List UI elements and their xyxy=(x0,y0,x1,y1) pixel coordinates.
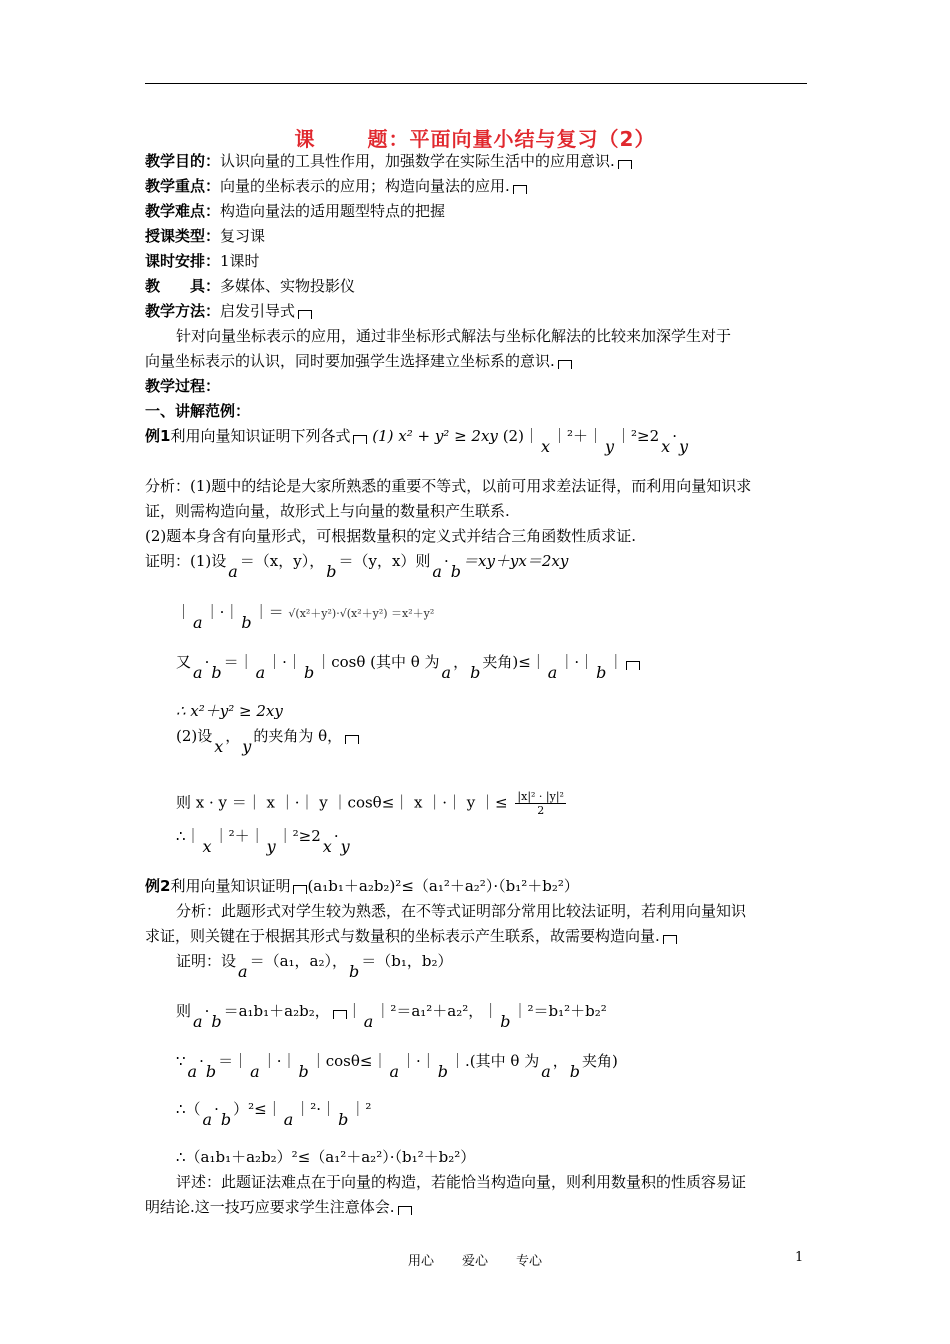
proof-1-cos: 又a·b＝｜a｜·｜b｜cosθ (其中 θ 为a，b夹角)≤｜a｜·｜b｜ xyxy=(176,653,640,671)
meta-tools xyxy=(145,277,355,295)
vector-b: b xyxy=(326,562,337,581)
vector-a: a xyxy=(363,1012,374,1031)
meta-text: 复习课 xyxy=(220,227,266,245)
analysis-1-line-3: (2)题本身含有向量形式，可根据数量积的定义式并结合三角函数性质求证. xyxy=(145,527,637,545)
vector-a: a xyxy=(541,1062,551,1081)
meta-text: 多媒体、实物投影仪 xyxy=(220,277,356,295)
meta-text: 1课时 xyxy=(220,252,260,270)
vector-y: y xyxy=(678,437,689,456)
footer-word: 爱心 xyxy=(461,1254,488,1269)
proof-1-modulus: ｜a｜·｜b｜＝ √(x²＋y²)·√(x²＋y²) ＝x²＋y² xyxy=(176,603,435,632)
return-mark-icon xyxy=(558,360,572,369)
vector-y: y xyxy=(242,737,252,756)
review-line-2: 明结论.这一技巧应要求学生注意体会. xyxy=(145,1198,412,1216)
vector-b: b xyxy=(500,1012,511,1031)
vector-a: a xyxy=(187,1062,198,1081)
vector-b: b xyxy=(241,613,252,632)
vector-a: a xyxy=(193,663,203,682)
title-text: 题：平面向量小结与复习（2） xyxy=(367,127,656,151)
section-heading: 一、讲解范例： xyxy=(145,402,251,420)
return-mark-icon xyxy=(298,310,312,319)
meta-text: 构造向量法的适用题型特点的把握 xyxy=(220,202,446,220)
vector-a: a xyxy=(547,663,558,682)
vector-a: a xyxy=(238,962,248,981)
analysis-2-line-1: 分析：此题形式对学生较为熟悉，在不等式证明部分常用比较法证明，若利用向量知识 xyxy=(176,902,747,920)
proof-ex2-cos: ∵a·b＝｜a｜·｜b｜cosθ≤｜a｜·｜b｜.(其中 θ 为a，b夹角) xyxy=(176,1052,618,1081)
vector-y: y xyxy=(604,437,615,456)
meta-purpose xyxy=(145,152,632,170)
example-1-statement: 例1利用向量知识证明下列各式 (1) x² + y² ≥ 2xy (2)｜x｜²＋｜y｜²≥2x·y xyxy=(145,427,689,456)
meta-label: 教学重点： xyxy=(145,177,221,195)
page-title xyxy=(0,123,950,152)
vector-b: b xyxy=(450,562,461,581)
meta-label: 授课类型： xyxy=(145,227,221,245)
meta-hours xyxy=(145,252,260,270)
sqrt-expression: √(x²＋y²)·√(x²＋y²) ＝x²＋y² xyxy=(288,607,435,620)
analysis-1-line-1: 分析：(1)题中的结论是大家所熟悉的重要不等式，以前可用求差法证得，而利用向量知识求 xyxy=(145,477,752,495)
page-number: 1 xyxy=(795,1250,804,1265)
intro-line-2: 向量坐标表示的认识，同时要加强学生选择建立坐标系的意识. xyxy=(145,352,572,370)
fraction: $\frac{\text{|x|² · |y|²}}{2}$ xyxy=(517,790,564,817)
review-line-1: 评述：此题证法难点在于向量的构造，若能恰当构造向量，则利用数量积的性质容易证 xyxy=(176,1173,747,1191)
vector-a: a xyxy=(228,562,238,581)
header-rule xyxy=(145,83,807,84)
example-label: 例1 xyxy=(145,427,171,445)
meta-method xyxy=(145,302,312,320)
vector-y: y xyxy=(266,837,276,856)
meta-text: 启发引导式 xyxy=(220,302,296,320)
meta-type xyxy=(145,227,265,245)
example-label: 例2 xyxy=(145,877,171,895)
vector-a: a xyxy=(202,1110,213,1129)
analysis-2-line-2: 求证，则关键在于根据其形式与数量积的坐标表示产生联系，故需要构造向量. xyxy=(145,927,677,945)
vector-a: a xyxy=(250,1062,260,1081)
vector-a: a xyxy=(193,613,203,632)
return-mark-icon xyxy=(626,661,640,670)
vector-b: b xyxy=(211,663,222,682)
meta-label: 教学难点： xyxy=(145,202,221,220)
return-mark-icon xyxy=(663,935,677,944)
proof-2-conclusion: ∴｜x｜²＋｜y｜²≥2x·y xyxy=(176,827,350,856)
proof-ex2-dot: 则a·b＝a₁b₁＋a₂b₂， ｜a｜²＝a₁²＋a₂²，｜b｜²＝b₁²＋b₂² xyxy=(176,1002,607,1031)
vector-x: x xyxy=(214,737,224,756)
footer-word: 专心 xyxy=(516,1254,543,1269)
vector-a: a xyxy=(255,663,266,682)
process-heading: 教学过程： xyxy=(145,377,221,395)
return-mark-icon xyxy=(345,735,359,744)
vector-x: x xyxy=(540,437,550,456)
vector-b: b xyxy=(303,663,315,682)
proof-1-set: 证明：(1)设a＝（x，y），b＝（y，x）则a·b＝xy＋yx＝2xy xyxy=(145,552,569,581)
meta-label: 教学方法： xyxy=(145,302,221,320)
footer-word: 用心 xyxy=(407,1254,434,1269)
proof-1-conclusion: ∴ x²＋y² ≥ 2xy xyxy=(176,702,283,720)
vector-x: x xyxy=(202,837,212,856)
analysis-1-line-2: 证，则需构造向量，故形式上与向量的数量积产生联系. xyxy=(145,502,510,520)
return-mark-icon xyxy=(333,1010,347,1019)
return-mark-icon xyxy=(398,1206,412,1215)
return-mark-icon xyxy=(513,185,527,194)
meta-label: 教学目的： xyxy=(145,152,221,170)
proof-ex2-square: ∴（a·b）²≤｜a｜²·｜b｜² xyxy=(176,1100,372,1129)
proof-ex2-set: 证明：设a＝（a₁，a₂），b＝（b₁，b₂） xyxy=(176,952,453,981)
vector-b: b xyxy=(348,962,360,981)
vector-a: a xyxy=(193,1012,203,1031)
vector-x: x xyxy=(322,837,332,856)
vector-x: x xyxy=(661,437,671,456)
return-mark-icon xyxy=(353,435,367,444)
example-2-statement: 例2利用向量知识证明 (a₁b₁＋a₂b₂)²≤（a₁²＋a₂²）·（b₁²＋b₂²） xyxy=(145,877,579,895)
vector-b: b xyxy=(298,1062,309,1081)
meta-label: 教 具： xyxy=(145,277,221,295)
meta-difficulty xyxy=(145,202,445,220)
meta-key xyxy=(145,177,527,195)
meta-text: 认识向量的工具性作用，加强数学在实际生活中的应用意识. xyxy=(220,152,615,170)
vector-b: b xyxy=(205,1062,217,1081)
vector-b: b xyxy=(211,1012,222,1031)
vector-b: b xyxy=(220,1110,232,1129)
vector-b: b xyxy=(338,1110,349,1129)
meta-text: 向量的坐标表示的应用；构造向量法的应用. xyxy=(220,177,510,195)
vector-b: b xyxy=(596,663,607,682)
vector-b: b xyxy=(437,1062,449,1081)
vector-y: y xyxy=(340,837,350,856)
proof-2-set: (2)设x，y的夹角为 θ， xyxy=(176,727,359,745)
return-mark-icon xyxy=(618,160,632,169)
vector-a: a xyxy=(283,1110,294,1129)
meta-label: 课时安排： xyxy=(145,252,221,270)
vector-a: a xyxy=(432,562,442,581)
title-label: 课 xyxy=(294,127,316,151)
proof-ex2-conclusion: ∴（a₁b₁＋a₂b₂）²≤（a₁²＋a₂²）·（b₁²＋b₂²） xyxy=(176,1148,476,1166)
vector-a: a xyxy=(389,1062,399,1081)
vector-b: b xyxy=(470,663,481,682)
intro-line-1: 针对向量坐标表示的应用，通过非坐标形式解法与坐标化解法的比较来加深学生对于 xyxy=(176,327,732,345)
proof-2-inequality: 则 x · y ＝｜ x ｜·｜ y ｜cosθ≤｜ x ｜·｜ y ｜≤ $\frac{\text{|x|² · |y|²}}{2}$ xyxy=(176,790,564,817)
vector-a: a xyxy=(441,663,452,682)
page-footer xyxy=(0,1250,950,1269)
vector-b: b xyxy=(569,1062,581,1081)
return-mark-icon xyxy=(293,885,307,894)
